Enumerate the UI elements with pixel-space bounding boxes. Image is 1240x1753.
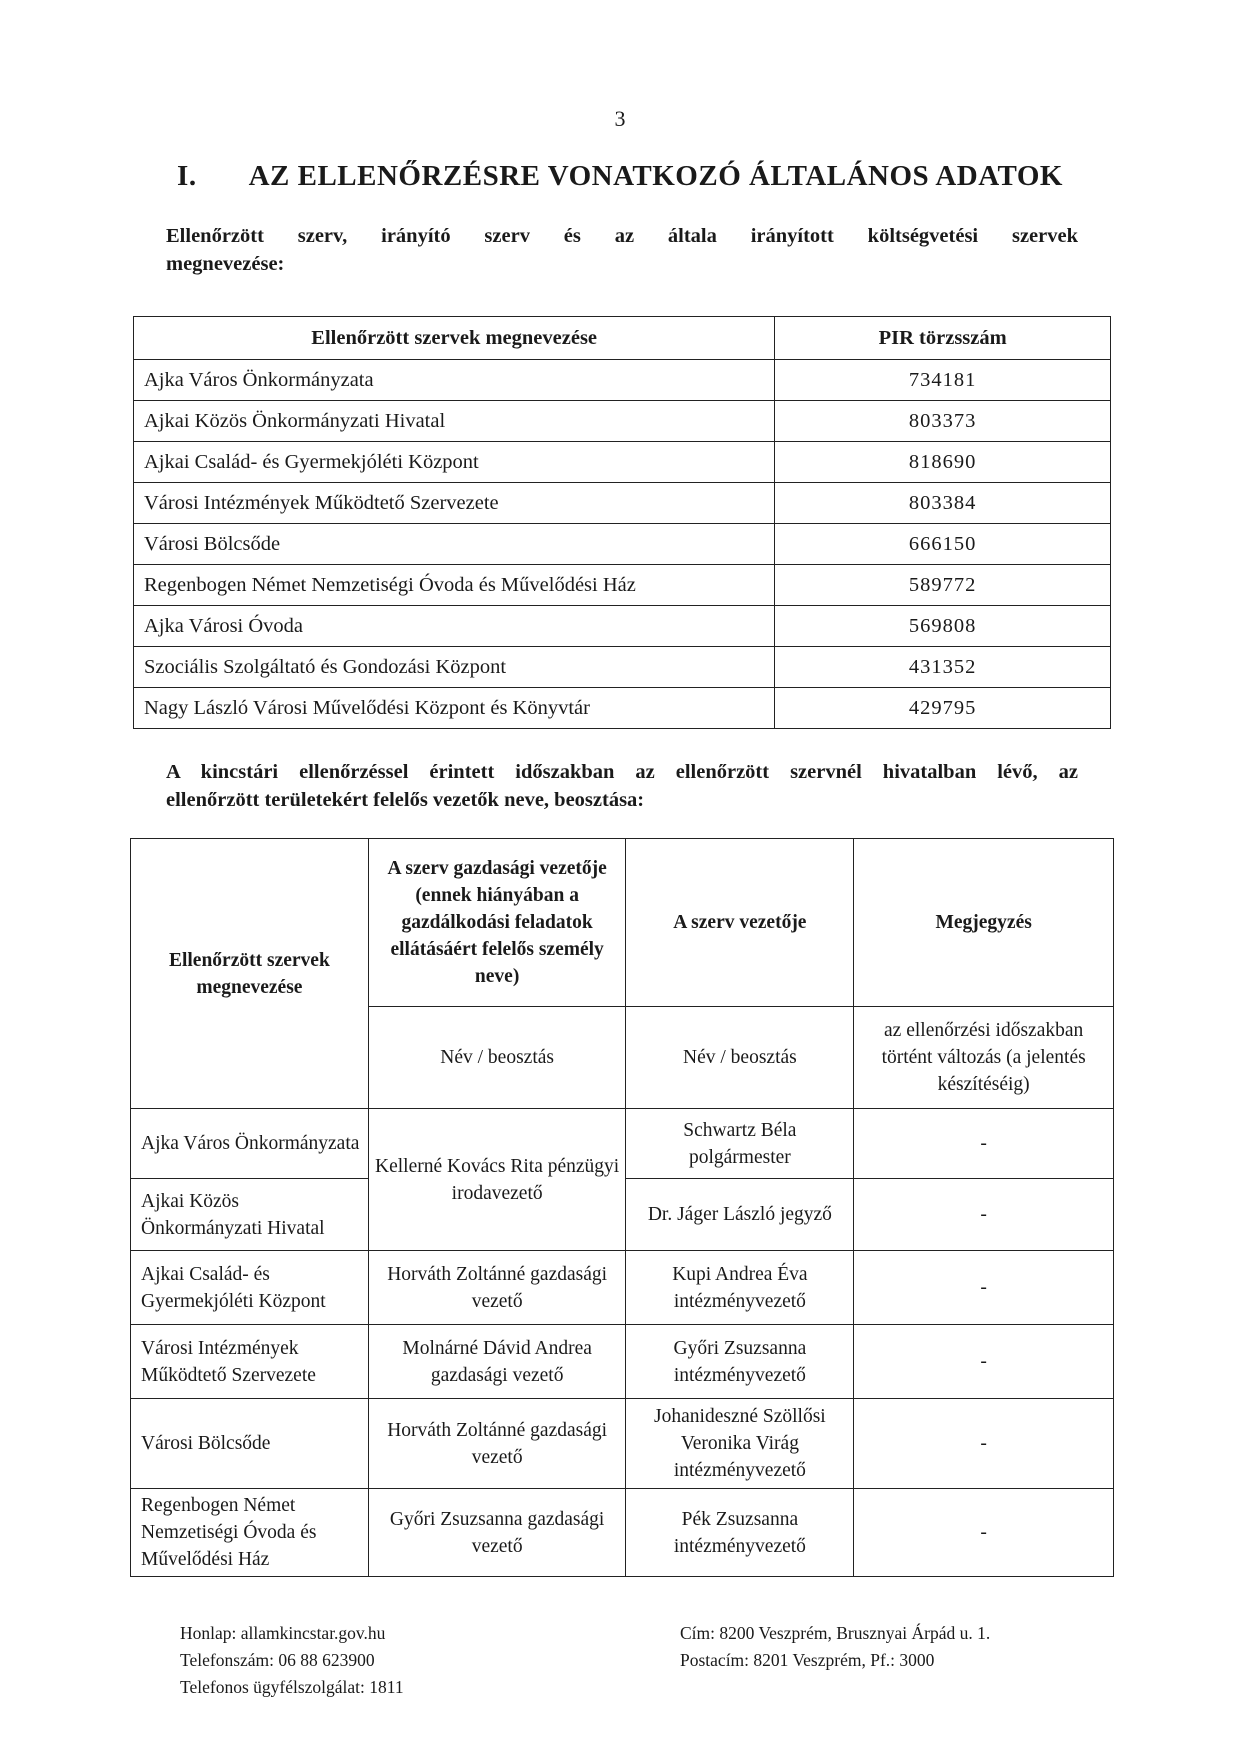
- pir-number: 803373: [775, 401, 1111, 442]
- org-name: Nagy László Városi Művelődési Központ és Könyvtár: [134, 688, 775, 729]
- column-header-name: Ellenőrzött szervek megnevezése: [134, 317, 775, 360]
- table1-intro-line2: megnevezése:: [166, 253, 285, 275]
- head-of-org: Dr. Jáger László jegyző: [626, 1179, 854, 1251]
- econ-leader: Horváth Zoltánné gazdasági vezető: [368, 1399, 626, 1489]
- table2-intro-line1: A kincstári ellenőrzéssel érintett időszakban az ellenőrzött szervnél hivatalban lévő, az: [166, 761, 1078, 783]
- table-header-row: [134, 317, 1111, 360]
- footer-website: Honlap: allamkincstar.gov.hu: [180, 1623, 386, 1643]
- pir-number: 431352: [775, 647, 1111, 688]
- table-row: [134, 688, 1111, 729]
- org-name: Regenbogen Német Nemzetiségi Óvoda és Művelődési Ház: [131, 1489, 369, 1577]
- table1-intro: [166, 222, 1078, 278]
- table-row: [134, 606, 1111, 647]
- org-name: Ajkai Család- és Gyermekjóléti Központ: [131, 1251, 369, 1325]
- table-row: [134, 442, 1111, 483]
- leaders-table: [130, 838, 1114, 1577]
- column-header-econ-leader: A szerv gazdasági vezetője (ennek hiányában a gazdálkodási feladatok ellátásáért felelős személy neve): [368, 839, 626, 1007]
- table-row: [134, 524, 1111, 565]
- head-of-org: Schwartz Béla polgármester: [626, 1109, 854, 1179]
- table-row: [134, 565, 1111, 606]
- head-of-org: Johanideszné Szöllősi Veronika Virág intézményvezető: [626, 1399, 854, 1489]
- footer-contact-left: [180, 1620, 404, 1701]
- section-title: AZ ELLENŐRZÉSRE VONATKOZÓ ÁLTALÁNOS ADATOK: [248, 160, 1063, 192]
- footer-phone: Telefonszám: 06 88 623900: [180, 1650, 375, 1670]
- section-heading: [0, 160, 1240, 193]
- org-name: Ajka Város Önkormányzata: [131, 1109, 369, 1179]
- table-row: [131, 1325, 1114, 1399]
- org-name: Ajka Városi Óvoda: [134, 606, 775, 647]
- table1-intro-line1: Ellenőrzött szerv, irányító szerv és az általa irányított költségvetési szervek: [166, 225, 1078, 247]
- econ-leader: Horváth Zoltánné gazdasági vezető: [368, 1251, 626, 1325]
- column-header-note: Megjegyzés: [854, 839, 1114, 1007]
- note: -: [854, 1489, 1114, 1577]
- column-header-head: A szerv vezetője: [626, 839, 854, 1007]
- pir-number: 666150: [775, 524, 1111, 565]
- head-of-org: Győri Zsuzsanna intézményvezető: [626, 1325, 854, 1399]
- note: -: [854, 1325, 1114, 1399]
- table-row: [134, 483, 1111, 524]
- org-name: Ajka Város Önkormányzata: [134, 360, 775, 401]
- table-header-row: [131, 839, 1114, 1007]
- table-row: [134, 647, 1111, 688]
- page-number: 3: [614, 106, 626, 131]
- pir-number: 429795: [775, 688, 1111, 729]
- org-name: Ajkai Közös Önkormányzati Hivatal: [134, 401, 775, 442]
- pir-number: 734181: [775, 360, 1111, 401]
- pir-number: 818690: [775, 442, 1111, 483]
- organizations-table: [133, 316, 1111, 729]
- footer-postal-address: Postacím: 8201 Veszprém, Pf.: 3000: [680, 1650, 935, 1670]
- econ-leader: Kellerné Kovács Rita pénzügyi irodavezető: [368, 1109, 626, 1251]
- note: -: [854, 1179, 1114, 1251]
- org-name: Regenbogen Német Nemzetiségi Óvoda és Művelődési Ház: [134, 565, 775, 606]
- econ-leader: Molnárné Dávid Andrea gazdasági vezető: [368, 1325, 626, 1399]
- note: -: [854, 1251, 1114, 1325]
- note: -: [854, 1399, 1114, 1489]
- subheader-note: az ellenőrzési időszakban történt változás (a jelentés készítéséig): [854, 1007, 1114, 1109]
- econ-leader: Győri Zsuzsanna gazdasági vezető: [368, 1489, 626, 1577]
- org-name: Ajkai Közös Önkormányzati Hivatal: [131, 1179, 369, 1251]
- note: -: [854, 1109, 1114, 1179]
- table2-intro-line2: ellenőrzött területekért felelős vezetők neve, beosztása:: [166, 789, 645, 811]
- column-header-pir: PIR törzsszám: [775, 317, 1111, 360]
- org-name: Ajkai Család- és Gyermekjóléti Központ: [134, 442, 775, 483]
- org-name: Városi Bölcsőde: [131, 1399, 369, 1489]
- org-name: Városi Bölcsőde: [134, 524, 775, 565]
- subheader-econ-leader: Név / beosztás: [368, 1007, 626, 1109]
- table2-intro: [166, 758, 1078, 814]
- section-number: I.: [177, 160, 197, 192]
- footer-contact-right: [680, 1620, 990, 1674]
- footer-address: Cím: 8200 Veszprém, Brusznyai Árpád u. 1.: [680, 1623, 991, 1643]
- footer-helpline: Telefonos ügyfélszolgálat: 1811: [180, 1677, 404, 1697]
- pir-number: 589772: [775, 565, 1111, 606]
- table-row: [131, 1109, 1114, 1179]
- org-name: Városi Intézmények Működtető Szervezete: [134, 483, 775, 524]
- column-header-org: Ellenőrzött szervek megnevezése: [131, 839, 369, 1109]
- head-of-org: Kupi Andrea Éva intézményvezető: [626, 1251, 854, 1325]
- pir-number: 569808: [775, 606, 1111, 647]
- table-row: [131, 1489, 1114, 1577]
- table-row: [131, 1251, 1114, 1325]
- subheader-head: Név / beosztás: [626, 1007, 854, 1109]
- table-row: [134, 401, 1111, 442]
- pir-number: 803384: [775, 483, 1111, 524]
- org-name: Városi Intézmények Működtető Szervezete: [131, 1325, 369, 1399]
- table-row: [134, 360, 1111, 401]
- table-row: [131, 1399, 1114, 1489]
- org-name: Szociális Szolgáltató és Gondozási Központ: [134, 647, 775, 688]
- head-of-org: Pék Zsuzsanna intézményvezető: [626, 1489, 854, 1577]
